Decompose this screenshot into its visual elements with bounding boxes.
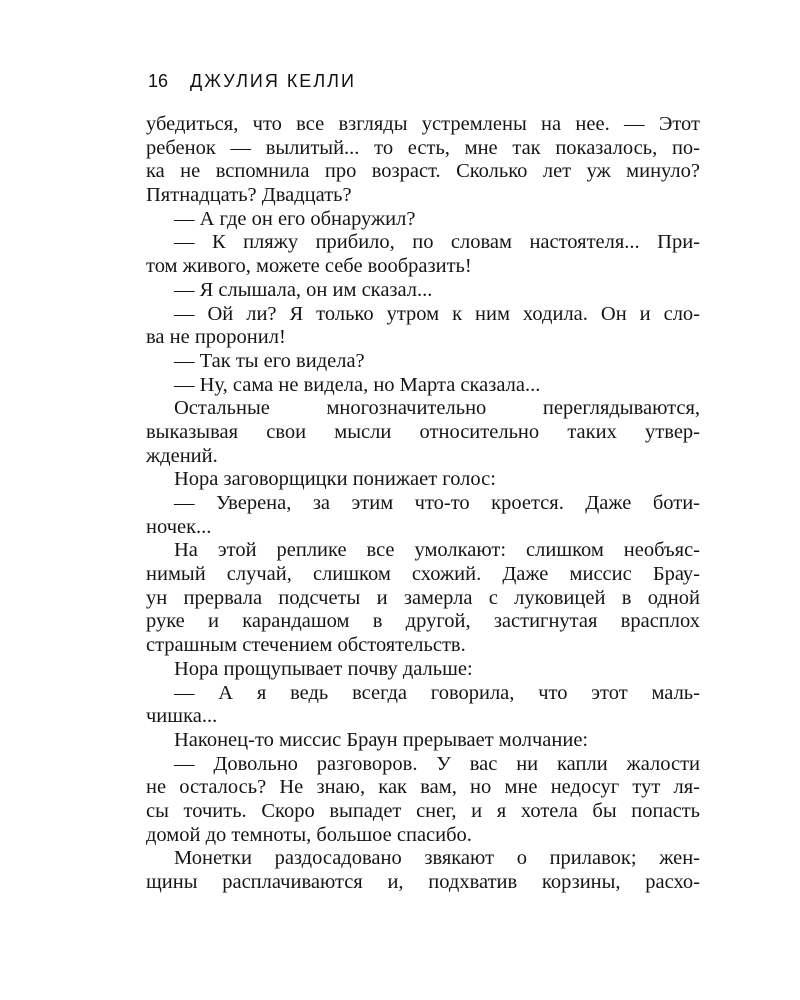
text-line: чишка... [146,705,218,728]
text-line: ва не проронил! [146,326,286,349]
text-line: убедиться, что все взгляды устремлены на нее. — Этот [146,113,700,135]
text-line: руке и карандашом в другой, застигнутая врасплох [146,610,700,633]
text-line: том живого, можете себе вообразить! [146,255,472,278]
text-line: — К пляжу прибило, по словам настоятеля... При- [174,231,700,254]
text-line: ун прервала подсчеты и замерла с луковицей в одной [146,586,700,609]
text-line: Нора заговорщицки понижает голос: [174,468,496,491]
text-line: ка не вспомнила про возраст. Сколько лет уж минуло? [146,160,700,183]
text-line: нимый случай, слишком схожий. Даже миссис Брау- [146,563,700,586]
text-line: выказывая свои мысли относительно таких утвер- [146,420,700,443]
text-line: страшным стечением обстоятельств. [146,634,466,657]
text-line: Остальные многозначительно переглядываются, [174,397,700,420]
text-line: — Довольно разговоров. У вас ни капли жалости [174,752,700,775]
author-name: ДЖУЛИЯ КЕЛЛИ [190,71,356,91]
text-line: ждений. [146,444,218,467]
text-line: — Ой ли? Я только утром к ним ходила. Он и сло- [174,302,700,325]
text-line: ребенок — вылитый... то есть, мне так показалось, по- [146,136,700,159]
text-line: — Так ты его видела? [174,349,365,372]
text-line: — А я ведь всегда говорила, что этот маль- [174,681,700,704]
running-head [148,71,356,92]
text-line: — Я слышала, он им сказал... [174,278,433,301]
text-line: щины расплачиваются и, подхватив корзины, расхо- [146,871,700,893]
text-line: — А где он его обнаружил? [174,207,416,230]
text-line: — Уверена, за этим что-то кроется. Даже боти- [174,492,700,514]
text-line: Нора прощупывает почву дальше: [174,657,473,680]
text-line: ночек... [146,515,212,538]
body-text [146,113,700,895]
page-number: 16 [148,71,169,91]
text-line: Монетки раздосадовано звякают о прилавок; жен- [174,847,700,870]
text-line: Наконец-то миссис Браун прерывает молчание: [174,728,589,751]
text-line: не осталось? Не знаю, как вам, но мне недосуг тут ля- [146,776,700,799]
text-line: сы точить. Скоро выпадет снег, и я хотела бы попасть [146,799,700,822]
text-line: — Ну, сама не видела, но Марта сказала... [174,373,541,396]
text-line: домой до темноты, большое спасибо. [146,823,472,846]
text-line: Пятнадцать? Двадцать? [146,184,352,207]
text-line: На этой реплике все умолкают: слишком необъяс- [174,539,700,562]
